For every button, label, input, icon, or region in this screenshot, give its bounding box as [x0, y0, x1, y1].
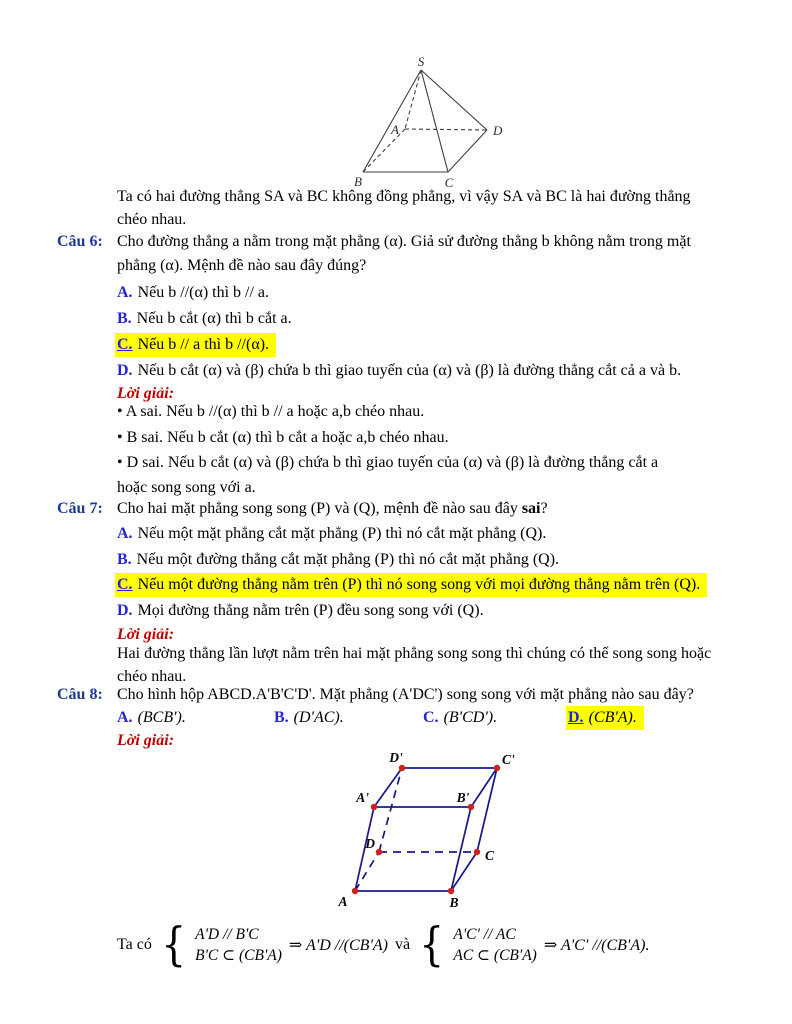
q7-option-a-text: Nếu một mặt phẳng cắt mặt phẳng (P) thì nó cắt mặt phẳng (Q). — [137, 525, 547, 542]
system-2 — [453, 924, 536, 966]
q6-option-d — [117, 360, 681, 382]
q8-option-a-text: (BCB'). — [137, 709, 186, 726]
box-label-c1: C' — [502, 752, 515, 767]
q8-option-d-letter: D. — [568, 709, 584, 726]
system-1-line-2: B'C ⊂ (CB'A) — [195, 947, 282, 964]
q6-label: Câu 6: — [57, 233, 103, 250]
q6-option-b-text: Nếu b cắt (α) thì b cắt a. — [136, 310, 292, 327]
box-label-b1: B' — [456, 790, 470, 805]
q7-title-punct: ? — [540, 500, 548, 517]
q6-title-line-1: Cho đường thẳng a nằm trong mặt phẳng (α). Giả sử đường thẳng b không nằm trong mặt — [117, 233, 691, 250]
pyramid-label-c: C — [444, 175, 454, 190]
q6-solution-heading: Lời giải: — [117, 385, 175, 402]
q8-option-d — [568, 707, 644, 729]
q7-option-d — [117, 600, 484, 622]
box-label-b: B — [449, 895, 459, 910]
q6-option-a-text: Nếu b //(α) thì b // a. — [137, 284, 270, 301]
q6-solution-line-3: • D sai. Nếu b cắt (α) và (β) chứa b thì giao tuyến của (α) và (β) là đường thẳng cắt a — [117, 454, 659, 471]
q6-solution-line-4: hoặc song song với a. — [117, 479, 256, 496]
q6-option-b — [117, 308, 292, 330]
q6-option-c — [117, 334, 276, 356]
q7-solution-line-1: Hai đường thẳng lần lượt nằm trên hai mặt phẳng song song thì chúng có thể song song hoặc — [117, 645, 712, 662]
q7-option-c-text: Nếu một đường thẳng nằm trên (P) thì nó song song với mọi đường thẳng nằm trên (Q). — [137, 576, 701, 593]
q7-title-bold: sai — [521, 500, 541, 517]
q8-option-d-text: (CB'A). — [588, 709, 637, 726]
box-label-d1: D' — [389, 750, 403, 765]
q6-option-c-letter: C. — [117, 336, 133, 353]
q6-answer-highlight — [115, 333, 276, 357]
q6-option-b-letter: B. — [117, 310, 132, 327]
q7-option-b-letter: B. — [117, 551, 132, 568]
conclusion-formula — [117, 916, 649, 974]
q8-label: Câu 8: — [57, 686, 103, 703]
q7-title-text: Cho hai mặt phẳng song song (P) và (Q), mệnh đề nào sau đây — [117, 500, 522, 517]
formula-connector: và — [394, 936, 411, 953]
formula-result-2: ⇒ A'C' //(CB'A). — [543, 937, 650, 954]
q6-option-d-text: Nếu b cắt (α) và (β) chứa b thì giao tuyến của (α) và (β) là đường thẳng cắt cả a và b. — [137, 362, 682, 379]
q7-option-c-letter: C. — [117, 576, 133, 593]
system-2-line-1: A'C' // AC — [453, 926, 516, 943]
q8-option-c — [423, 707, 497, 729]
box-figure — [330, 748, 560, 918]
q7-option-d-letter: D. — [117, 602, 133, 619]
pyramid-label-a: A — [391, 122, 399, 137]
q7-option-a-letter: A. — [117, 525, 133, 542]
q6-option-c-text: Nếu b // a thì b //(α). — [137, 336, 270, 353]
q7-answer-highlight — [115, 573, 707, 597]
q7-option-c — [117, 574, 707, 596]
box-label-a1: A' — [356, 790, 369, 805]
q7-label: Câu 7: — [57, 500, 103, 517]
q6-option-a — [117, 282, 269, 304]
box-label-d: D — [365, 836, 375, 851]
q8-option-b-letter: B. — [274, 709, 289, 726]
system-1 — [195, 924, 282, 966]
q8-option-a — [117, 707, 186, 729]
q7-title — [117, 498, 548, 520]
pyramid-label-d: D — [493, 123, 503, 138]
q6-option-d-letter: D. — [117, 362, 133, 379]
box-label-c: C — [485, 848, 495, 863]
system-1-line-1: A'D // B'C — [195, 926, 259, 943]
q8-option-b — [274, 707, 344, 729]
q8-option-b-text: (D'AC). — [293, 709, 344, 726]
q7-option-b — [117, 549, 559, 571]
q6-title-line-2: phẳng (α). Mệnh đề nào sau đây đúng? — [117, 257, 367, 274]
intro-line-1: Ta có hai đường thẳng SA và BC không đồng phẳng, vì vậy SA và BC là hai đường thẳng — [117, 188, 691, 205]
q7-option-a — [117, 523, 546, 545]
q8-option-c-text: (B'CD'). — [443, 709, 498, 726]
left-brace-2: { — [419, 917, 445, 972]
box-label-a: A — [338, 894, 348, 909]
q7-option-d-text: Mọi đường thẳng nằm trên (P) đều song song với (Q). — [137, 602, 484, 619]
q6-option-a-letter: A. — [117, 284, 133, 301]
q6-solution-line-2: • B sai. Nếu b cắt (α) thì b cắt a hoặc a,b chéo nhau. — [117, 429, 449, 446]
pyramid-label-b: B — [354, 174, 362, 189]
q8-solution-heading: Lời giải: — [117, 732, 175, 749]
q8-option-a-letter: A. — [117, 709, 133, 726]
q8-answer-highlight — [566, 706, 644, 730]
q7-option-b-text: Nếu một đường thẳng cắt mặt phẳng (P) thì nó cắt mặt phẳng (Q). — [136, 551, 560, 568]
q7-solution-line-2: chéo nhau. — [117, 668, 187, 685]
q8-option-c-letter: C. — [423, 709, 439, 726]
q6-solution-line-1: • A sai. Nếu b //(α) thì b // a hoặc a,b chéo nhau. — [117, 403, 425, 420]
intro-line-2: chéo nhau. — [117, 211, 187, 228]
system-2-line-2: AC ⊂ (CB'A) — [453, 947, 537, 964]
pyramid-label-s: S — [417, 55, 425, 69]
pyramid-figure — [338, 55, 513, 190]
q8-title: Cho hình hộp ABCD.A'B'C'D'. Mặt phẳng (A'DC') song song với mặt phẳng nào sau đây? — [117, 686, 694, 703]
q7-solution-heading: Lời giải: — [117, 626, 175, 643]
formula-result-1: ⇒ A'D //(CB'A) — [288, 937, 388, 954]
formula-prefix: Ta có — [117, 936, 152, 953]
left-brace-1: { — [161, 917, 186, 972]
